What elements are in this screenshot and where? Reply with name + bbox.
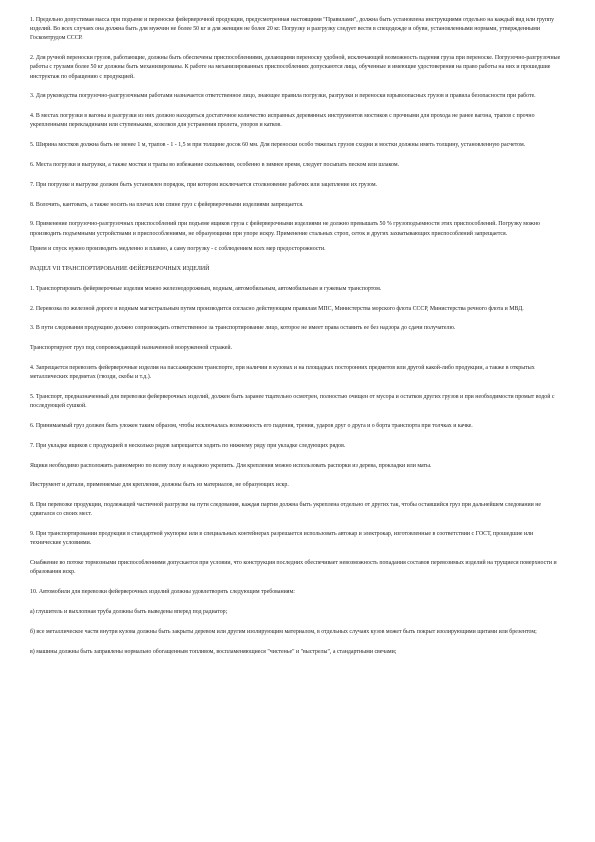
requirement-b: б) все металлическое части внутри кузова должны быть закрыты деревом или другим изолирующим материалом, в отдельных случаях кузов может быть покрыт изолирующими щитами или брезентом;	[30, 628, 537, 635]
section-item-9: 9. При транспортировании продукции в стандартной укупорке или в специальных контейнерах разрешается использовать автокар и электрокар, изготовленные в соответствии с ГОСТ, прошедшие или технические условиями.	[30, 531, 534, 547]
paragraph-1: 1. Предельно допустимая масса при подъеме и переноске фейерверочной продукции, предусмотренная настоящими "Правилами", должна быть установлена инструкциями отдельно на каждый вид или группу изделий. Во всех случаях она должна быть для мужчин не более 50 кг и для женщин не более 20 кг. Погрузку и разгрузку следует вести в спецодежде и обуви, установленными нормами, утвержденными Госкомтрудом СССР.	[30, 17, 555, 42]
section-item-7: 7. При укладке ящиков с продукцией в несколько рядов запрещается ходить по нижнему ряду при укладке следующих рядов.	[30, 442, 346, 449]
section-item-10: 10. Автомобили для перевозки фейерверочных изделий должны удовлетворять следующим требованиям:	[30, 589, 295, 596]
paragraph-8: 8. Волочить, кантовать, а также носить на плечах или спине груз с фейерверочными изделиями запрещается.	[30, 201, 304, 208]
section-item-9-note: Снабжение во потоке тормозными приспособлениями допускается при условии, что конструкция последних обеспечивает невозможность попадания составов перевозимых изделий на трущиеся поверхности и образования искр.	[30, 560, 557, 576]
requirement-c: в) машины должны быть заправлены нормально обогащенным топливом, воспламеняющиеся "чистенье" и "выстрелы", а стандартными свечами;	[30, 648, 397, 655]
paragraph-4: 4. В местах погрузки в вагоны и разгрузки из них должно находиться достаточное количество исправных деревянных инструментов мостиков с прочными для прохода не ранее вагона, трапов с прочно укрепленными перекладинами или ступеньками, козелков для устранения пролета, упоров и катков.	[30, 113, 535, 129]
paragraph-6: 6. Места погрузки и выгрузки, а также мостки и трапы во избежание скольжения, особенно в зимнее время, следует посыпать песком или шлаком.	[30, 162, 400, 168]
paragraph-7: 7. При погрузке и выгрузке должен быть установлен порядок, при котором исключается столкновение рабочих или зацепление их грузом.	[30, 181, 378, 188]
section-item-8: 8. При перевозке продукции, подлежащей частичной разгрузке на пути следования, каждая партия должна быть укреплена отдельно от других так, чтобы оставшийся груз при дальнейшем следовании не сдвигался со своих мест.	[30, 502, 542, 518]
paragraph-5: 5. Ширина мостков должна быть не менее 1 м, трапов - 1 - 1,5 м при толщине досок 60 мм. Для переноски особо тяжелых грузов сходни и мостки должны иметь толщину, установленную расчетом.	[30, 142, 526, 149]
section-item-3: 3. В пути следования продукцию должно сопровождать ответственное за транспортирование лицо, которое не имеет права оставить ее без надзора до сдачи получателю.	[30, 325, 456, 332]
section-item-1: 1. Транспортировать фейерверочные изделия можно железнодорожным, водным, автомобильным, автомобильным и гужевым транспортом.	[30, 285, 382, 292]
section-item-7-note: Ящики необходимо расположить равномерно по всему полу и надежно укрепить. Для крепления можно использовать распорки из дерева, прокладки или маты.	[30, 462, 432, 469]
paragraph-9: 9. Применение погрузочно-разгрузочных приспособлений при подъеме ящиков груза с фейерверочными изделиями не должно превышать 50 % грузоподъемности этих приспособлений. Погрузку можно производить подъемными устройствами и приспособлениями, не образующими при упоре искру. Применение стальных строп, сеток и других захватывающих приспособлений запрещается.	[30, 221, 540, 237]
paragraph-2: 2. Для ручной переноски грузов, работающие, должны быть обеспечены приспособлениями, делающими переноску удобной, исключающей возможность падения груза при переноске. Погрузочно-разгрузочные работы с грузами более 50 кг должны быть механизированы. К работе на механизированных приспособлениях допускаются лица, обученные и имеющие удостоверения на право работы на них и прошедшие инструктаж по обращению с продукцией.	[30, 55, 561, 80]
paragraph-note: Прием и спуск нужно производить медленно и плавно, а саму погрузку - с соблюдением всех мер предосторожности.	[30, 246, 326, 253]
section-item-6: 6. Принимаемый груз должен быть уложен таким образом, чтобы исключалась возможность его падения, трения, ударов друг о друга и о борта транспорта при толчках и качке.	[30, 423, 473, 430]
section-item-2: 2. Перевозка по железной дороге и водным магистральным путям производится согласно действующим правилам МПС, Министерства морского флота СССР, Министерства речного флота и МВД.	[30, 305, 524, 312]
section-item-4: 4. Запрещается перевозить фейерверочные изделия на пассажирском транспорте, при наличии в кузовах и на площадках посторонних предметов или другой какой-либо продукции, а также в открытых металлических предметах (гвозди, скобы и т.д.).	[30, 365, 535, 381]
section-item-5: 5. Транспорт, предназначенный для перевозки фейерверочных изделий, должен быть заранее тщательно осмотрен, полностью очищен от мусора и остатков других грузов и при необходимости промыт водой с последующей сушкой.	[30, 394, 555, 410]
section-item-7-tools: Инструмент и детали, применяемые для крепления, должны быть из материалов, не образующих искр.	[30, 482, 289, 489]
section-item-3-note: Транспортируют груз под сопровождающей назначенной вооруженной стражей.	[30, 345, 232, 352]
paragraph-3: 3. Для руководства погрузочно-разгрузочными работами назначается ответственное лицо, знающее правила погрузки, разгрузки и переноски взрывоопасных грузов и правила безопасности при работе.	[30, 93, 536, 100]
section-heading: РАЗДЕЛ VII ТРАНСПОРТИРОВАНИЕ ФЕЙЕРВЕРОЧНЫХ ИЗДЕЛИЙ	[30, 266, 210, 273]
requirement-a: а) глушитель и выхлопная труба должны быть выведены вперед под радиатор;	[30, 609, 228, 616]
